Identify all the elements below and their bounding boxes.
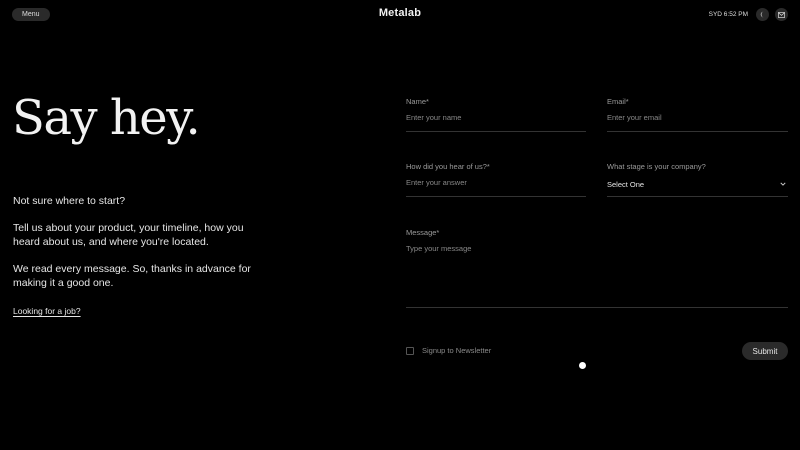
referral-field bbox=[406, 162, 586, 197]
mail-icon bbox=[778, 12, 785, 18]
brand-logo[interactable]: Metalab bbox=[378, 7, 422, 19]
newsletter-option[interactable] bbox=[406, 346, 491, 355]
page-title: Say hey. bbox=[12, 90, 200, 146]
name-input[interactable]: Enter your name bbox=[406, 113, 586, 132]
name-label: Name* bbox=[406, 97, 429, 106]
referral-label: How did you hear of us?* bbox=[406, 162, 490, 171]
email-label: Email* bbox=[607, 97, 629, 106]
chevron-down-icon bbox=[780, 182, 786, 186]
stage-select-value: Select One bbox=[607, 179, 645, 189]
theme-toggle-button[interactable] bbox=[756, 8, 769, 21]
intro-copy bbox=[13, 194, 263, 303]
stage-label: What stage is your company? bbox=[607, 162, 706, 171]
cursor-dot bbox=[579, 362, 586, 369]
name-field bbox=[406, 97, 586, 132]
stage-field bbox=[607, 162, 788, 197]
email-field bbox=[607, 97, 788, 132]
intro-paragraph: Not sure where to start? bbox=[13, 195, 126, 207]
message-textarea[interactable]: Type your message bbox=[406, 244, 788, 308]
menu-button[interactable]: Menu bbox=[12, 8, 50, 21]
stage-select[interactable] bbox=[607, 178, 788, 197]
intro-paragraph: We read every message. So, thanks in advance for making it a good one. bbox=[13, 263, 251, 289]
intro-paragraph: Tell us about your product, your timeline, how you heard about us, and where you're located. bbox=[13, 222, 244, 248]
referral-input[interactable]: Enter your answer bbox=[406, 178, 586, 197]
email-input[interactable]: Enter your email bbox=[607, 113, 788, 132]
moon-icon bbox=[759, 11, 766, 18]
contact-mail-button[interactable] bbox=[775, 8, 788, 21]
job-link[interactable]: Looking for a job? bbox=[13, 306, 81, 316]
submit-button[interactable]: Submit bbox=[742, 342, 788, 360]
message-label: Message* bbox=[406, 228, 440, 237]
header-controls bbox=[709, 8, 788, 21]
newsletter-checkbox[interactable] bbox=[406, 347, 414, 355]
newsletter-label: Signup to Newsletter bbox=[422, 346, 492, 355]
local-time: SYD 6:52 PM bbox=[708, 11, 748, 18]
message-field bbox=[406, 228, 788, 308]
